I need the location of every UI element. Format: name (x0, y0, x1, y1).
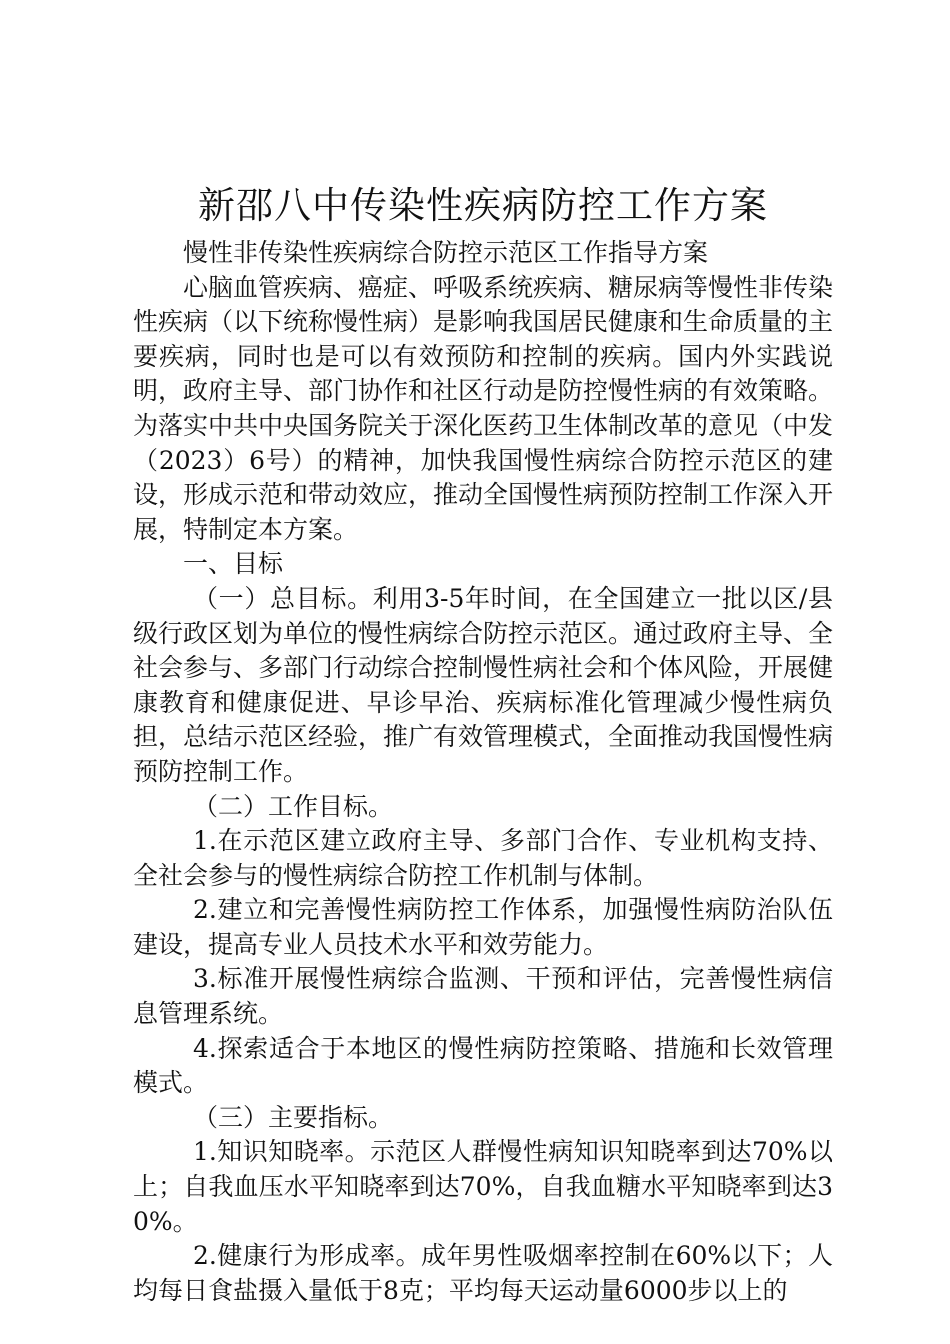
work-goals-heading: （二）工作目标。 (193, 791, 394, 821)
main-indicators-heading: （三）主要指标。 (193, 1102, 394, 1132)
intro-paragraph: 心脑血管疾病、癌症、呼吸系统疾病、糖尿病等慢性非传染性疾病（以下统称慢性病）是影响我国居民健康和生命质量的主要疾病，同时也是可以有效预防和控制的疾病。国内外实践说明，政府主导、部门协作和社区行动是防控慢性病的有效策略。为落实中共中央国务院关于深化医药卫生体制改革的意见（中发（2023）6号）的精神，加快我国慢性病综合防控示范区的建设，形成示范和带动效应，推动全国慢性病预防控制工作深入开展，特制定本方案。 (133, 272, 834, 544)
work-goal-item-1: 1.在示范区建立政府主导、多部门合作、专业机构支持、全社会参与的慢性病综合防控工作机制与体制。 (133, 826, 833, 890)
document-page (133, 178, 833, 1308)
work-goal-item-4: 4.探索适合于本地区的慢性病防控策略、措施和长效管理模式。 (133, 1033, 833, 1098)
indicator-item-1: 1.知识知晓率。示范区人群慢性病知识知晓率到达70%以上；自我血压水平知晓率到达70%，自我血糖水平知晓率到达30%。 (133, 1137, 833, 1236)
document-title: 新邵八中传染性疾病防控工作方案 (198, 184, 768, 227)
work-goal-item-2: 2.建立和完善慢性病防控工作体系，加强慢性病防治队伍建设，提高专业人员技术水平和效劳能力。 (133, 895, 833, 959)
section-heading-goals: 一、目标 (183, 549, 284, 579)
work-goal-item-3: 3.标准开展慢性病综合监测、干预和评估，完善慢性病信息管理系统。 (133, 964, 833, 1029)
subtitle-paragraph: 慢性非传染性疾病综合防控示范区工作指导方案 (183, 238, 709, 267)
indicator-item-2: 2.健康行为形成率。成年男性吸烟率控制在60%以下；人均每日食盐摄入量低于8克；平均每天运动量6000步以上的 (133, 1241, 833, 1305)
overall-goal-paragraph: （一）总目标。利用3-5年时间，在全国建立一批以区/县级行政区划为单位的慢性病综合防控示范区。通过政府主导、全社会参与、多部门行动综合控制慢性病社会和个体风险，开展健康教育和健康促进、早诊早治、疾病标准化管理减少慢性病负担，总结示范区经验，推广有效管理模式，全面推动我国慢性病预防控制工作。 (133, 583, 834, 786)
